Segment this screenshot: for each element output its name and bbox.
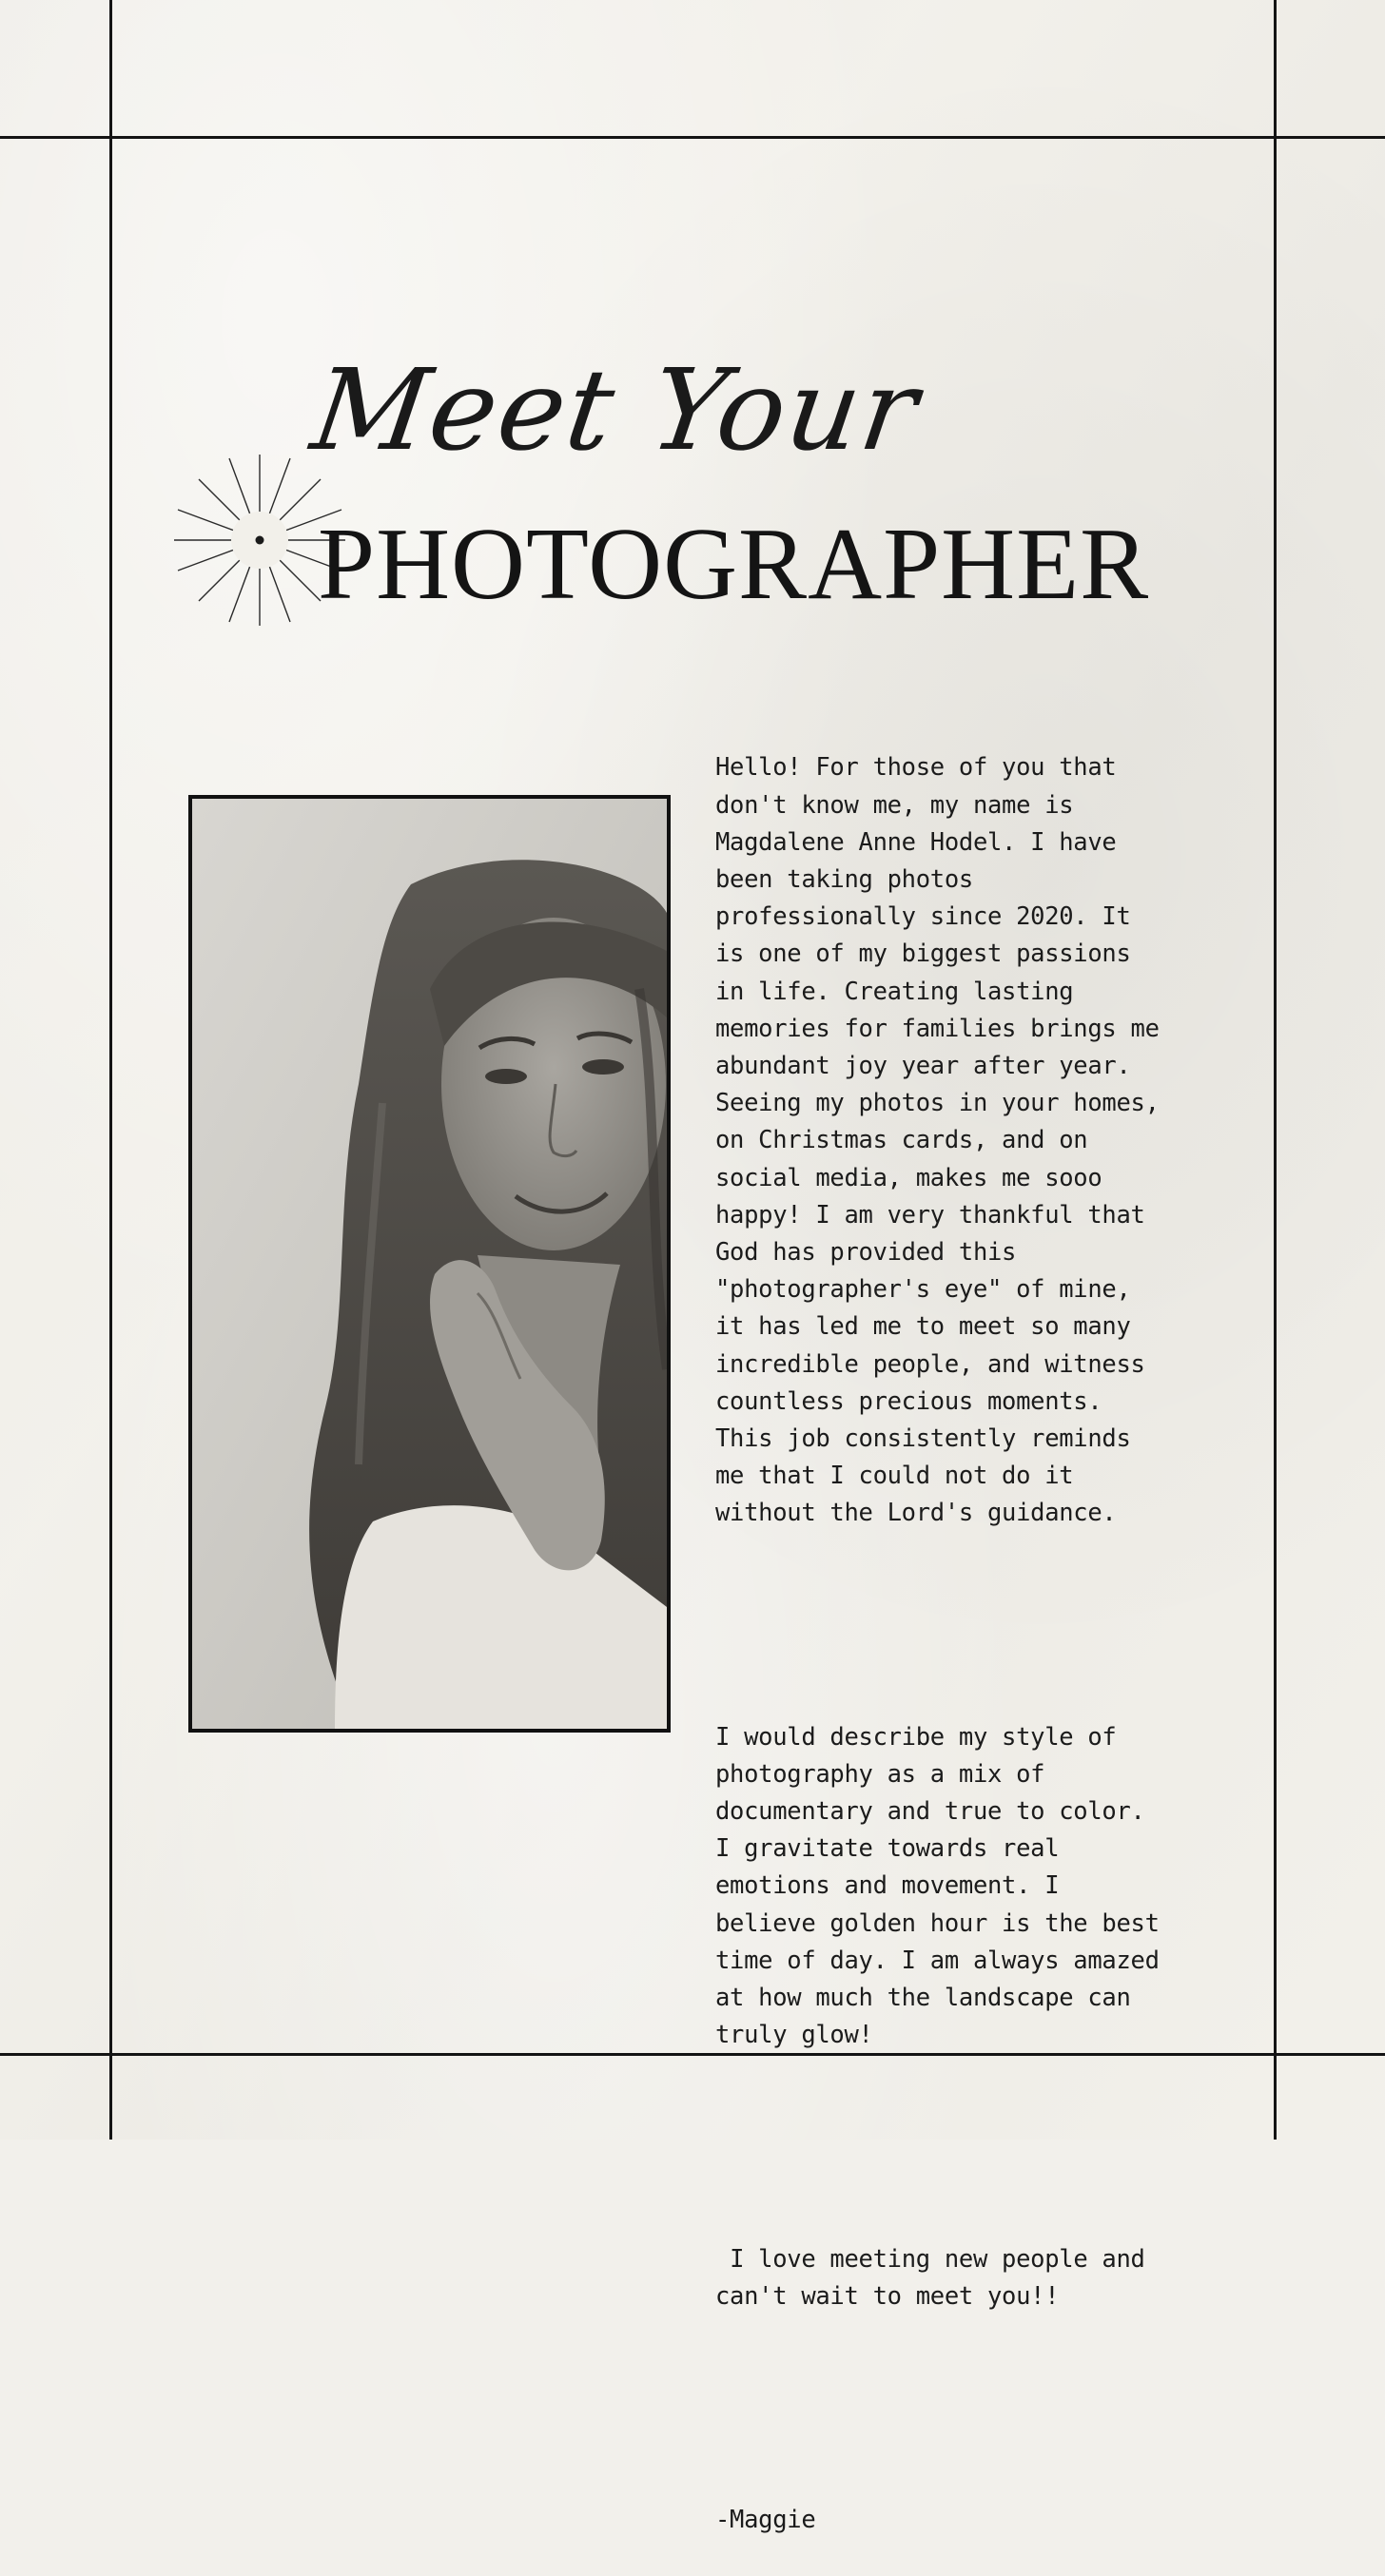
top-rule [0,136,1385,139]
bio-paragraph-2: I would describe my style of photography as a mix of documentary and true to color. I gravitate towards real emotions and movement. I believe golden hour is the best time of day. I am always amazed at how much the landscape can truly glow! [715,1722,1160,2050]
bio-text [715,675,1272,2576]
right-rule [1274,0,1277,2140]
script-heading: Meet Your [304,344,927,475]
portrait-photo-icon [192,799,667,1729]
signature: -Maggie [715,2505,816,2534]
bio-paragraph-1: Hello! For those of you that don't know me, my name is Magdalene Anne Hodel. I have been taking photos professionally since 2020. It is one of my biggest passions in life. Creating lasting memories for families brings me abundant joy year after year. Seeing my photos in your homes, on Christmas cards, and on social media, makes me sooo happy! I am very thankful that God has provided this "photographer's eye" of mine, it has led me to meet so many incredible people, and witness countless precious moments. This job consistently reminds me that I could not do it without the Lord's guidance. [715,753,1160,1528]
bio-paragraph-3: I love meeting new people and can't wait to meet you!! [715,2244,1145,2311]
page-title: PHOTOGRAPHER [318,508,1150,621]
left-rule [109,0,112,2140]
portrait-photo [188,795,671,1733]
